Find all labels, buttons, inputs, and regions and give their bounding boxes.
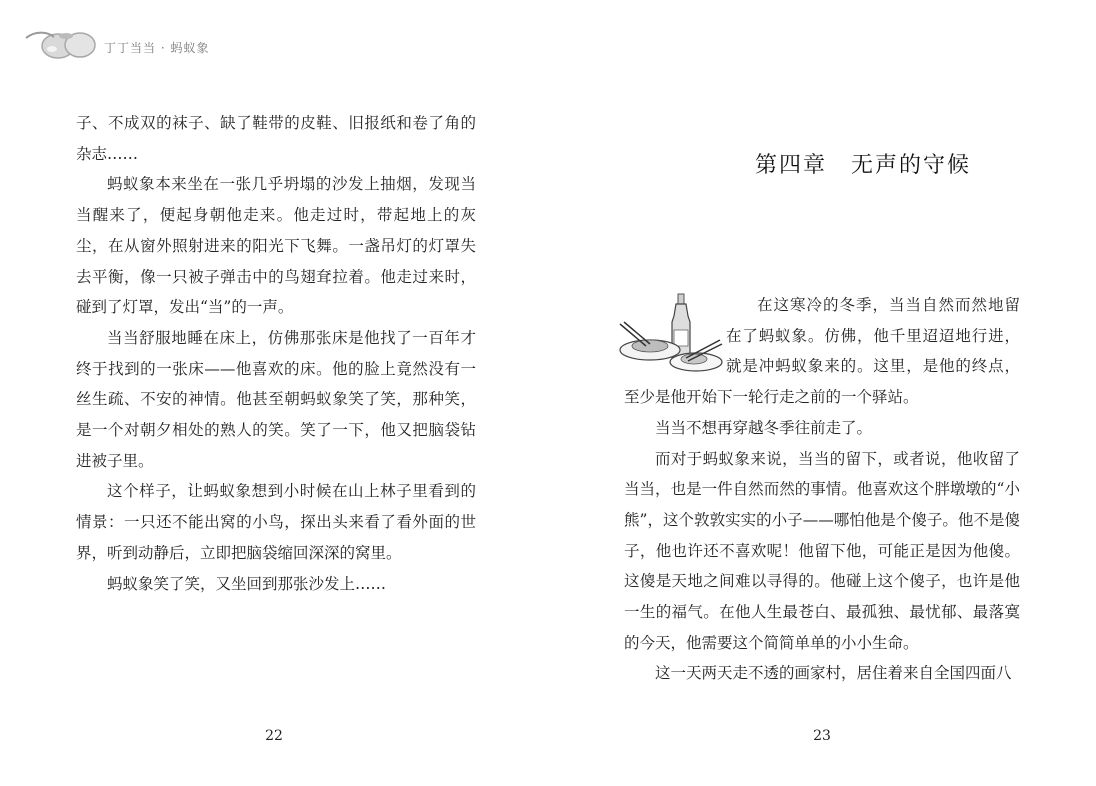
running-header — [22, 28, 222, 64]
right-page — [548, 0, 1096, 786]
food-and-bottle-illustration-icon — [616, 288, 726, 378]
left-body-text — [76, 108, 476, 599]
paragraph: 而对于蚂蚁象来说，当当的留下，或者说，他收留了当当，也是一件自然而然的事情。他喜欢这个胖墩墩的“小熊”，这个敦敦实实的小子——哪怕他是个傻子。他不是傻子，他也许还不喜欢呢！他留下他，可能正是因为他傻。这傻是天地之间难以寻得的。他碰上这个傻子，也许是他一生的福气。在他人生最苍白、最孤独、最忧郁、最落寞的今天，他需要这个简简单单的小小生命。 — [624, 449, 1020, 652]
right-body-text — [624, 290, 1020, 689]
chapter-title: 第四章 无声的守候 — [754, 153, 971, 178]
fruit-logo-icon — [22, 28, 100, 66]
paragraph: 这一天两天走不透的画家村，居住着来自全国四面八 — [655, 664, 1012, 683]
paragraph: 这个样子，让蚂蚁象想到小时候在山上林子里看到的情景：一只还不能出窝的小鸟，探出头来看了看外面的世界，听到动静后，立即把脑袋缩回深深的窝里。 — [76, 482, 476, 562]
page-number: 22 — [265, 728, 283, 744]
paragraph: 在这寒冷的冬季，当当自然而然地留在了蚂蚁象。仿佛，他千里迢迢地行进，就是冲蚂蚁象来的。这里，是他的终点，至少是他开始下一轮行走之前的一个驿站。 — [624, 296, 1020, 407]
paragraph: 蚂蚁象笑了笑，又坐回到那张沙发上…… — [107, 574, 387, 593]
paragraph: 子、不成双的袜子、缺了鞋带的皮鞋、旧报纸和卷了角的杂志…… — [76, 114, 476, 163]
page-number: 23 — [813, 728, 831, 744]
paragraph: 当当不想再穿越冬季往前走了。 — [655, 418, 873, 437]
header-title: 丁丁当当 · 蚂蚁象 — [104, 41, 210, 55]
paragraph: 当当舒服地睡在床上，仿佛那张床是他找了一百年才终于找到的一张床——他喜欢的床。他的脸上竟然没有一丝生疏、不安的神情。他甚至朝蚂蚁象笑了笑，那种笑，是一个对朝夕相处的熟人的笑。笑了一下，他又把脑袋钻进被子里。 — [76, 328, 476, 470]
paragraph: 蚂蚁象本来坐在一张几乎坍塌的沙发上抽烟，发现当当醒来了，便起身朝他走来。他走过时，带起地上的灰尘，在从窗外照射进来的阳光下飞舞。一盏吊灯的灯罩失去平衡，像一只被子弹击中的鸟翅耷拉着。他走过来时，碰到了灯罩，发出“当”的一声。 — [76, 175, 476, 317]
